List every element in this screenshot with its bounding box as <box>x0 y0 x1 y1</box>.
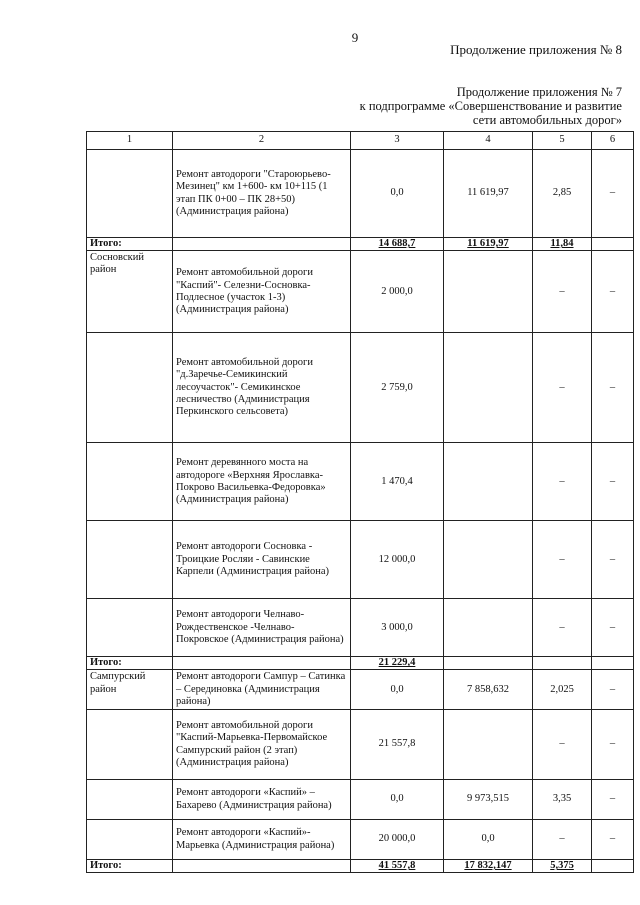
district-cell: Итого: <box>87 860 173 873</box>
column-header: 4 <box>444 132 533 150</box>
value-cell: 0,0 <box>351 150 444 238</box>
district-cell: Итого: <box>87 238 173 251</box>
value-cell: – <box>592 599 634 657</box>
table-row <box>87 333 634 443</box>
value-cell: 2,85 <box>533 150 592 238</box>
table-row <box>87 710 634 780</box>
value-cell: 20 000,0 <box>351 820 444 860</box>
work-description-cell: Ремонт автомобильной дороги "Каспий"- Селезни-Сосновка-Подлесное (участок 1-3) (Администрация района) <box>173 251 351 333</box>
appendix-7-caption <box>360 85 622 127</box>
district-cell <box>87 443 173 521</box>
value-cell: 1 470,4 <box>351 443 444 521</box>
column-header: 3 <box>351 132 444 150</box>
value-cell: – <box>533 443 592 521</box>
value-cell: – <box>592 333 634 443</box>
total-row <box>87 238 634 251</box>
caption-line-3: сети автомобильных дорог» <box>472 113 622 127</box>
total-row <box>87 657 634 670</box>
value-cell: 14 688,7 <box>351 238 444 251</box>
work-description-cell: Ремонт автомобильной дороги "Каспий-Марьевка-Первомайское Сампурский район (2 этап) (Администрация района) <box>173 710 351 780</box>
value-cell <box>444 657 533 670</box>
column-header: 5 <box>533 132 592 150</box>
district-cell <box>87 521 173 599</box>
value-cell: 0,0 <box>351 780 444 820</box>
value-cell <box>444 443 533 521</box>
value-cell: – <box>592 820 634 860</box>
work-description-cell: Ремонт автодороги «Каспий»- Марьевка (Администрация района) <box>173 820 351 860</box>
value-cell: – <box>592 710 634 780</box>
value-cell: 12 000,0 <box>351 521 444 599</box>
value-cell: – <box>592 251 634 333</box>
value-cell: – <box>592 150 634 238</box>
value-cell: 11 619,97 <box>444 238 533 251</box>
value-cell <box>444 599 533 657</box>
value-cell: 5,375 <box>533 860 592 873</box>
value-cell: 3,35 <box>533 780 592 820</box>
value-cell <box>444 251 533 333</box>
table-row <box>87 521 634 599</box>
column-header: 1 <box>87 132 173 150</box>
value-cell: – <box>533 820 592 860</box>
work-description-cell: Ремонт автодороги "Староюрьево-Мезинец" км 1+600- км 10+115 (1 этап ПК 0+00 – ПК 28+50) (Администрация района) <box>173 150 351 238</box>
value-cell: – <box>533 251 592 333</box>
value-cell <box>592 238 634 251</box>
value-cell: 11 619,97 <box>444 150 533 238</box>
value-cell: 41 557,8 <box>351 860 444 873</box>
value-cell: 0,0 <box>351 670 444 710</box>
caption-line-2: к подпрограмме «Совершенствование и развитие <box>359 99 622 113</box>
column-header: 6 <box>592 132 634 150</box>
district-cell <box>87 599 173 657</box>
district-cell <box>87 333 173 443</box>
work-description-cell: Ремонт автодороги Сосновка - Троицкие Росляи - Савинские Карпели (Администрация района) <box>173 521 351 599</box>
value-cell: – <box>592 670 634 710</box>
table-row <box>87 251 634 333</box>
work-description-cell: Ремонт автодороги «Каспий» – Бахарево (Администрация района) <box>173 780 351 820</box>
value-cell: – <box>533 710 592 780</box>
value-cell: 2 759,0 <box>351 333 444 443</box>
table-row <box>87 670 634 710</box>
work-description-cell: Ремонт деревянного моста на автодороге «Верхняя Ярославка-Покрово Васильевка-Федоровка» (Администрация района) <box>173 443 351 521</box>
work-description-cell: Ремонт автодороги Челнаво- Рождественское -Челнаво-Покровское (Администрация района) <box>173 599 351 657</box>
caption-line-1: Продолжение приложения № 7 <box>456 85 622 99</box>
value-cell: 21 557,8 <box>351 710 444 780</box>
value-cell: 17 832,147 <box>444 860 533 873</box>
total-row <box>87 860 634 873</box>
value-cell: – <box>533 333 592 443</box>
page-number: 9 <box>351 30 359 45</box>
table-row <box>87 443 634 521</box>
column-header: 2 <box>173 132 351 150</box>
value-cell: 2,025 <box>533 670 592 710</box>
work-description-cell <box>173 657 351 670</box>
table-row <box>87 150 634 238</box>
district-cell: Сампурский район <box>87 670 173 710</box>
value-cell <box>444 521 533 599</box>
value-cell: 3 000,0 <box>351 599 444 657</box>
value-cell: – <box>533 521 592 599</box>
work-description-cell <box>173 860 351 873</box>
district-cell <box>87 710 173 780</box>
value-cell: – <box>592 780 634 820</box>
value-cell: 11,84 <box>533 238 592 251</box>
value-cell: 2 000,0 <box>351 251 444 333</box>
value-cell <box>533 657 592 670</box>
roads-table <box>86 131 634 873</box>
table-row <box>87 820 634 860</box>
table-row <box>87 599 634 657</box>
value-cell: 9 973,515 <box>444 780 533 820</box>
work-description-cell: Ремонт автомобильной дороги "д.Заречье-Семикинский лесоучасток"- Семикинское лесничество (Администрация Перкинского сельсовета) <box>173 333 351 443</box>
district-cell <box>87 780 173 820</box>
value-cell: 0,0 <box>444 820 533 860</box>
value-cell <box>592 657 634 670</box>
appendix-8-heading: Продолжение приложения № 8 <box>450 42 622 57</box>
district-cell: Итого: <box>87 657 173 670</box>
value-cell <box>444 710 533 780</box>
district-cell: Сосновский район <box>87 251 173 333</box>
work-description-cell: Ремонт автодороги Сампур – Сатинка – Серединовка (Администрация района) <box>173 670 351 710</box>
value-cell: – <box>592 443 634 521</box>
table-header-row <box>87 132 634 150</box>
value-cell: 21 229,4 <box>351 657 444 670</box>
district-cell <box>87 150 173 238</box>
value-cell <box>444 333 533 443</box>
district-cell <box>87 820 173 860</box>
value-cell: 7 858,632 <box>444 670 533 710</box>
work-description-cell <box>173 238 351 251</box>
value-cell: – <box>533 599 592 657</box>
table-row <box>87 780 634 820</box>
value-cell <box>592 860 634 873</box>
value-cell: – <box>592 521 634 599</box>
